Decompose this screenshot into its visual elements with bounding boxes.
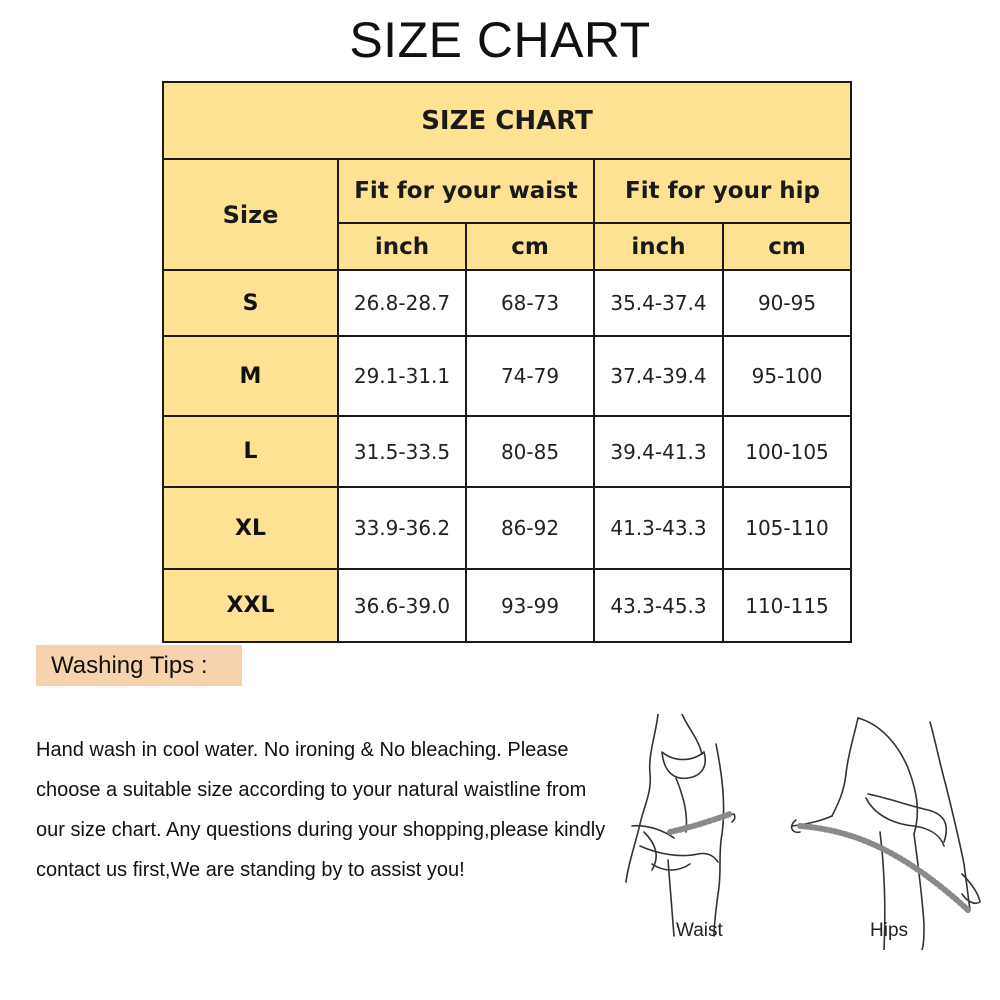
waist-cm-cell: 74-79 — [466, 336, 594, 416]
waist-inch-cell: 33.9-36.2 — [338, 487, 466, 569]
hip-cm-cell: 100-105 — [723, 416, 851, 487]
waist-cm-cell: 93-99 — [466, 569, 594, 642]
size-chart-table — [162, 81, 852, 643]
hip-inch-cell: 39.4-41.3 — [594, 416, 723, 487]
page-title: SIZE CHART — [349, 12, 651, 68]
table-row — [163, 270, 851, 336]
unit-header-waist-inch: inch — [338, 223, 466, 270]
hip-inch-cell: 35.4-37.4 — [594, 270, 723, 336]
hips-figure-icon — [792, 718, 980, 950]
table-row — [163, 416, 851, 487]
size-cell: L — [163, 416, 338, 487]
size-column-header: Size — [163, 159, 338, 270]
hip-cm-cell: 90-95 — [723, 270, 851, 336]
hip-inch-cell: 43.3-45.3 — [594, 569, 723, 642]
measurement-illustration — [618, 714, 984, 950]
washing-tips-text: Hand wash in cool water. No ironing & No bleaching. Please choose a suitable size according to your natural waistline from our size chart. Any questions during your shopping,please kindly contact us first,We are standing by to assist you! — [36, 739, 606, 881]
waist-cm-cell: 80-85 — [466, 416, 594, 487]
waist-cm-cell: 68-73 — [466, 270, 594, 336]
waist-inch-cell: 29.1-31.1 — [338, 336, 466, 416]
size-cell: S — [163, 270, 338, 336]
waist-group-header: Fit for your waist — [338, 159, 594, 223]
hip-inch-cell: 37.4-39.4 — [594, 336, 723, 416]
hip-cm-cell: 95-100 — [723, 336, 851, 416]
table-row — [163, 336, 851, 416]
table-row — [163, 569, 851, 642]
waist-inch-cell: 31.5-33.5 — [338, 416, 466, 487]
unit-header-hip-inch: inch — [594, 223, 723, 270]
waist-label: Waist — [676, 920, 723, 941]
waist-cm-cell: 86-92 — [466, 487, 594, 569]
table-title: SIZE CHART — [163, 82, 851, 159]
hip-group-header: Fit for your hip — [594, 159, 851, 223]
unit-header-hip-cm: cm — [723, 223, 851, 270]
hip-inch-cell: 41.3-43.3 — [594, 487, 723, 569]
waist-inch-cell: 36.6-39.0 — [338, 569, 466, 642]
hips-label: Hips — [870, 920, 909, 941]
hip-cm-cell: 110-115 — [723, 569, 851, 642]
size-cell: XXL — [163, 569, 338, 642]
size-cell: XL — [163, 487, 338, 569]
unit-header-waist-cm: cm — [466, 223, 594, 270]
size-cell: M — [163, 336, 338, 416]
waist-figure-icon — [626, 714, 735, 936]
washing-tips-heading: Washing Tips : — [36, 645, 242, 686]
table-row — [163, 487, 851, 569]
hip-cm-cell: 105-110 — [723, 487, 851, 569]
waist-inch-cell: 26.8-28.7 — [338, 270, 466, 336]
